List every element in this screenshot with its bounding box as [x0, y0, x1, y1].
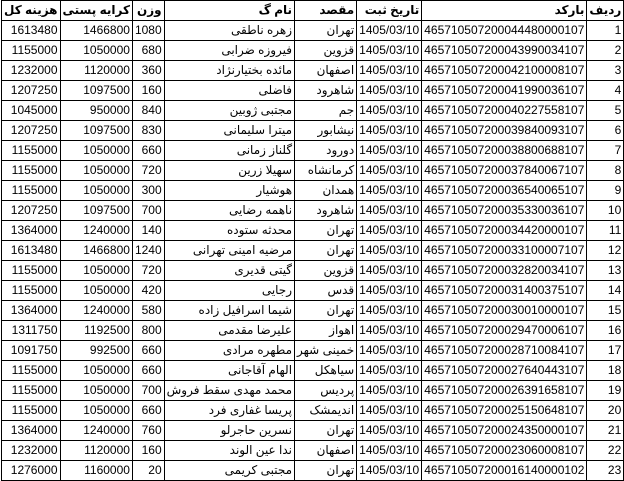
postal-fee-cell[interactable]: 1240000: [60, 421, 132, 441]
recipient-name-cell[interactable]: سهیلا زرین: [164, 161, 294, 181]
registration-date-cell[interactable]: 1405/03/10: [357, 121, 422, 141]
registration-date-cell[interactable]: 1405/03/10: [357, 281, 422, 301]
table-row: [2, 201, 624, 221]
registration-date-cell[interactable]: 1405/03/10: [357, 261, 422, 281]
total-cost-cell[interactable]: 1155000: [2, 41, 61, 61]
shipments-table: [1, 0, 624, 481]
barcode-cell[interactable]: 465710507200023060008107: [422, 441, 587, 461]
row-number-cell[interactable]: 3: [587, 61, 624, 81]
weight-cell[interactable]: 160: [132, 441, 164, 461]
table-row: [2, 341, 624, 361]
destination-cell[interactable]: تهران: [295, 301, 357, 321]
total-cost-cell[interactable]: 1613480: [2, 21, 61, 41]
row-number-cell[interactable]: 5: [587, 101, 624, 121]
destination-cell[interactable]: اصفهان: [295, 441, 357, 461]
weight-cell[interactable]: 700: [132, 201, 164, 221]
weight-cell[interactable]: 140: [132, 221, 164, 241]
registration-date-cell[interactable]: 1405/03/10: [357, 301, 422, 321]
table-row: [2, 241, 624, 261]
header-destination: مقصد: [295, 1, 357, 21]
total-cost-cell[interactable]: 1232000: [2, 441, 61, 461]
registration-date-cell[interactable]: 1405/03/10: [357, 401, 422, 421]
table-row: [2, 101, 624, 121]
table-row: [2, 461, 624, 481]
registration-date-cell[interactable]: 1405/03/10: [357, 461, 422, 481]
postal-fee-cell[interactable]: 1050000: [60, 41, 132, 61]
total-cost-cell[interactable]: 1091750: [2, 341, 61, 361]
recipient-name-cell[interactable]: هوشیار: [164, 181, 294, 201]
registration-date-cell[interactable]: 1405/03/10: [357, 321, 422, 341]
destination-cell[interactable]: دورود: [295, 141, 357, 161]
destination-cell[interactable]: تهران: [295, 221, 357, 241]
weight-cell[interactable]: 660: [132, 401, 164, 421]
postal-fee-cell[interactable]: 1240000: [60, 301, 132, 321]
recipient-name-cell[interactable]: فیروزه ضرابی: [164, 41, 294, 61]
postal-fee-cell[interactable]: 1240000: [60, 221, 132, 241]
registration-date-cell[interactable]: 1405/03/10: [357, 161, 422, 181]
header-barcode: بارکد: [422, 1, 587, 21]
total-cost-cell[interactable]: 1311750: [2, 321, 61, 341]
total-cost-cell[interactable]: 1276000: [2, 461, 61, 481]
registration-date-cell[interactable]: 1405/03/10: [357, 421, 422, 441]
postal-fee-cell[interactable]: 1050000: [60, 181, 132, 201]
barcode-cell[interactable]: 465710507200039840093107: [422, 121, 587, 141]
barcode-cell[interactable]: 465710507200043990034107: [422, 41, 587, 61]
registration-date-cell[interactable]: 1405/03/10: [357, 341, 422, 361]
row-number-cell[interactable]: 1: [587, 21, 624, 41]
recipient-name-cell[interactable]: پریسا غفاری فرد: [164, 401, 294, 421]
recipient-name-cell[interactable]: رجایی: [164, 281, 294, 301]
postal-fee-cell[interactable]: 1050000: [60, 381, 132, 401]
registration-date-cell[interactable]: 1405/03/10: [357, 41, 422, 61]
table-row: [2, 41, 624, 61]
table-row: [2, 381, 624, 401]
row-number-cell[interactable]: 17: [587, 341, 624, 361]
registration-date-cell[interactable]: 1405/03/10: [357, 241, 422, 261]
total-cost-cell[interactable]: 1155000: [2, 181, 61, 201]
registration-date-cell[interactable]: 1405/03/10: [357, 381, 422, 401]
recipient-name-cell[interactable]: نسرین حاجرلو: [164, 421, 294, 441]
table-row: [2, 441, 624, 461]
postal-fee-cell[interactable]: 1120000: [60, 441, 132, 461]
barcode-cell[interactable]: 465710507200029470006107: [422, 321, 587, 341]
registration-date-cell[interactable]: 1405/03/10: [357, 141, 422, 161]
barcode-cell[interactable]: 465710507200032820034107: [422, 261, 587, 281]
destination-cell[interactable]: قزوین: [295, 261, 357, 281]
registration-date-cell[interactable]: 1405/03/10: [357, 101, 422, 121]
total-cost-cell[interactable]: 1155000: [2, 261, 61, 281]
recipient-name-cell[interactable]: علیرضا مقدمی: [164, 321, 294, 341]
barcode-cell[interactable]: 465710507200035330036107: [422, 201, 587, 221]
registration-date-cell[interactable]: 1405/03/10: [357, 361, 422, 381]
postal-fee-cell[interactable]: 1050000: [60, 261, 132, 281]
weight-cell[interactable]: 830: [132, 121, 164, 141]
barcode-cell[interactable]: 465710507200036540065107: [422, 181, 587, 201]
destination-cell[interactable]: خمینی شهر: [295, 341, 357, 361]
table-row: [2, 321, 624, 341]
recipient-name-cell[interactable]: محمد مهدی سقط فروش: [164, 381, 294, 401]
weight-cell[interactable]: 700: [132, 381, 164, 401]
total-cost-cell[interactable]: 1207250: [2, 121, 61, 141]
header-name: نام گ: [164, 1, 294, 21]
postal-fee-cell[interactable]: 1097500: [60, 201, 132, 221]
registration-date-cell[interactable]: 1405/03/10: [357, 441, 422, 461]
recipient-name-cell[interactable]: محدثه ستوده: [164, 221, 294, 241]
registration-date-cell[interactable]: 1405/03/10: [357, 61, 422, 81]
destination-cell[interactable]: همدان: [295, 181, 357, 201]
total-cost-cell[interactable]: 1045000: [2, 101, 61, 121]
row-number-cell[interactable]: 21: [587, 421, 624, 441]
destination-cell[interactable]: جم: [295, 101, 357, 121]
total-cost-cell[interactable]: 1155000: [2, 401, 61, 421]
registration-date-cell[interactable]: 1405/03/10: [357, 81, 422, 101]
registration-date-cell[interactable]: 1405/03/10: [357, 221, 422, 241]
destination-cell[interactable]: پردیس: [295, 381, 357, 401]
row-number-cell[interactable]: 23: [587, 461, 624, 481]
barcode-cell[interactable]: 465710507200024350000107: [422, 421, 587, 441]
postal-fee-cell[interactable]: 1050000: [60, 361, 132, 381]
destination-cell[interactable]: سیاهکل: [295, 361, 357, 381]
table-row: [2, 401, 624, 421]
header-postal-fee: کرایه پستی: [60, 1, 132, 21]
destination-cell[interactable]: اهواز: [295, 321, 357, 341]
recipient-name-cell[interactable]: گلناز زمانی: [164, 141, 294, 161]
destination-cell[interactable]: قزوین: [295, 41, 357, 61]
postal-fee-cell[interactable]: 1120000: [60, 61, 132, 81]
row-number-cell[interactable]: 4: [587, 81, 624, 101]
postal-fee-cell[interactable]: 1097500: [60, 81, 132, 101]
row-number-cell[interactable]: 18: [587, 361, 624, 381]
postal-fee-cell[interactable]: 1050000: [60, 161, 132, 181]
recipient-name-cell[interactable]: مطهره مرادی: [164, 341, 294, 361]
barcode-cell[interactable]: 465710507200027640443107: [422, 361, 587, 381]
weight-cell[interactable]: 800: [132, 321, 164, 341]
barcode-cell[interactable]: 465710507200033100007107: [422, 241, 587, 261]
table-row: [2, 21, 624, 41]
postal-fee-cell[interactable]: 1050000: [60, 281, 132, 301]
total-cost-cell[interactable]: 1364000: [2, 301, 61, 321]
weight-cell[interactable]: 360: [132, 61, 164, 81]
postal-fee-cell[interactable]: 992500: [60, 341, 132, 361]
destination-cell[interactable]: تهران: [295, 421, 357, 441]
destination-cell[interactable]: تهران: [295, 21, 357, 41]
registration-date-cell[interactable]: 1405/03/10: [357, 201, 422, 221]
recipient-name-cell[interactable]: مرضیه امینی تهرانی: [164, 241, 294, 261]
recipient-name-cell[interactable]: شیما اسرافیل زاده: [164, 301, 294, 321]
table-row: [2, 301, 624, 321]
header-registration-date: تاریخ ثبت: [357, 1, 422, 21]
barcode-cell[interactable]: 465710507200038800688107: [422, 141, 587, 161]
table-row: [2, 121, 624, 141]
destination-cell[interactable]: شاهرود: [295, 81, 357, 101]
table-row: [2, 161, 624, 181]
row-number-cell[interactable]: 15: [587, 301, 624, 321]
weight-cell[interactable]: 720: [132, 261, 164, 281]
postal-fee-cell[interactable]: 1050000: [60, 141, 132, 161]
barcode-cell[interactable]: 465710507200040227558107: [422, 101, 587, 121]
destination-cell[interactable]: اندیمشک: [295, 401, 357, 421]
weight-cell[interactable]: 760: [132, 421, 164, 441]
total-cost-cell[interactable]: 1155000: [2, 281, 61, 301]
table-row: [2, 221, 624, 241]
barcode-cell[interactable]: 465710507200037840067107: [422, 161, 587, 181]
destination-cell[interactable]: تهران: [295, 241, 357, 261]
table-row: [2, 281, 624, 301]
recipient-name-cell[interactable]: گیتی قدیری: [164, 261, 294, 281]
header-weight: وزن: [132, 1, 164, 21]
total-cost-cell[interactable]: 1155000: [2, 141, 61, 161]
table-row: [2, 261, 624, 281]
postal-fee-cell[interactable]: 1050000: [60, 401, 132, 421]
row-number-cell[interactable]: 13: [587, 261, 624, 281]
recipient-name-cell[interactable]: الهام آقاجانی: [164, 361, 294, 381]
weight-cell[interactable]: 160: [132, 81, 164, 101]
row-number-cell[interactable]: 19: [587, 381, 624, 401]
total-cost-cell[interactable]: 1155000: [2, 361, 61, 381]
header-row: [2, 1, 624, 21]
total-cost-cell[interactable]: 1155000: [2, 161, 61, 181]
recipient-name-cell[interactable]: ندا عین الوند: [164, 441, 294, 461]
weight-cell[interactable]: 1240: [132, 241, 164, 261]
postal-fee-cell[interactable]: 950000: [60, 101, 132, 121]
row-number-cell[interactable]: 10: [587, 201, 624, 221]
barcode-cell[interactable]: 465710507200042100008107: [422, 61, 587, 81]
table-row: [2, 61, 624, 81]
barcode-cell[interactable]: 465710507200025150648107: [422, 401, 587, 421]
recipient-name-cell[interactable]: مائده بختیارنژاد: [164, 61, 294, 81]
weight-cell[interactable]: 1080: [132, 21, 164, 41]
destination-cell[interactable]: اصفهان: [295, 61, 357, 81]
row-number-cell[interactable]: 6: [587, 121, 624, 141]
total-cost-cell[interactable]: 1155000: [2, 381, 61, 401]
row-number-cell[interactable]: 20: [587, 401, 624, 421]
recipient-name-cell[interactable]: مجتبی کریمی: [164, 461, 294, 481]
weight-cell[interactable]: 660: [132, 341, 164, 361]
barcode-cell[interactable]: 465710507200034420000107: [422, 221, 587, 241]
row-number-cell[interactable]: 8: [587, 161, 624, 181]
barcode-cell[interactable]: 465710507200026391658107: [422, 381, 587, 401]
row-number-cell[interactable]: 14: [587, 281, 624, 301]
barcode-cell[interactable]: 465710507200028710084107: [422, 341, 587, 361]
total-cost-cell[interactable]: 1364000: [2, 221, 61, 241]
table-row: [2, 141, 624, 161]
postal-fee-cell[interactable]: 1466800: [60, 21, 132, 41]
barcode-cell[interactable]: 465710507200044480000107: [422, 21, 587, 41]
recipient-name-cell[interactable]: مجتبی ژوبین: [164, 101, 294, 121]
barcode-cell[interactable]: 465710507200041990036107: [422, 81, 587, 101]
weight-cell[interactable]: 720: [132, 161, 164, 181]
weight-cell[interactable]: 580: [132, 301, 164, 321]
weight-cell[interactable]: 840: [132, 101, 164, 121]
table-row: [2, 361, 624, 381]
barcode-cell[interactable]: 465710507200030010000107: [422, 301, 587, 321]
recipient-name-cell[interactable]: میترا سلیمانی: [164, 121, 294, 141]
weight-cell[interactable]: 660: [132, 361, 164, 381]
row-number-cell[interactable]: 22: [587, 441, 624, 461]
registration-date-cell[interactable]: 1405/03/10: [357, 181, 422, 201]
weight-cell[interactable]: 660: [132, 141, 164, 161]
barcode-cell[interactable]: 465710507200031400375107: [422, 281, 587, 301]
row-number-cell[interactable]: 16: [587, 321, 624, 341]
postal-fee-cell[interactable]: 1192500: [60, 321, 132, 341]
registration-date-cell[interactable]: 1405/03/10: [357, 21, 422, 41]
total-cost-cell[interactable]: 1364000: [2, 421, 61, 441]
postal-fee-cell[interactable]: 1466800: [60, 241, 132, 261]
weight-cell[interactable]: 300: [132, 181, 164, 201]
weight-cell[interactable]: 680: [132, 41, 164, 61]
row-number-cell[interactable]: 12: [587, 241, 624, 261]
table-row: [2, 421, 624, 441]
table-row: [2, 181, 624, 201]
postal-fee-cell[interactable]: 1097500: [60, 121, 132, 141]
barcode-cell[interactable]: 465710507200016140000102: [422, 461, 587, 481]
postal-fee-cell[interactable]: 1160000: [60, 461, 132, 481]
destination-cell[interactable]: قدس: [295, 281, 357, 301]
total-cost-cell[interactable]: 1207250: [2, 201, 61, 221]
destination-cell[interactable]: تهران: [295, 461, 357, 481]
row-number-cell[interactable]: 2: [587, 41, 624, 61]
destination-cell[interactable]: نیشابور: [295, 121, 357, 141]
total-cost-cell[interactable]: 1207250: [2, 81, 61, 101]
recipient-name-cell[interactable]: فاضلی: [164, 81, 294, 101]
weight-cell[interactable]: 420: [132, 281, 164, 301]
table-row: [2, 81, 624, 101]
row-number-cell[interactable]: 11: [587, 221, 624, 241]
row-number-cell[interactable]: 9: [587, 181, 624, 201]
destination-cell[interactable]: شاهرود: [295, 201, 357, 221]
total-cost-cell[interactable]: 1613480: [2, 241, 61, 261]
recipient-name-cell[interactable]: زهره ناطقی: [164, 21, 294, 41]
recipient-name-cell[interactable]: ناهمه رضایی: [164, 201, 294, 221]
weight-cell[interactable]: 20: [132, 461, 164, 481]
destination-cell[interactable]: کرمانشاه: [295, 161, 357, 181]
total-cost-cell[interactable]: 1232000: [2, 61, 61, 81]
header-total-cost: هزینه کل: [2, 1, 61, 21]
row-number-cell[interactable]: 7: [587, 141, 624, 161]
header-row-number: ردیف: [587, 1, 624, 21]
